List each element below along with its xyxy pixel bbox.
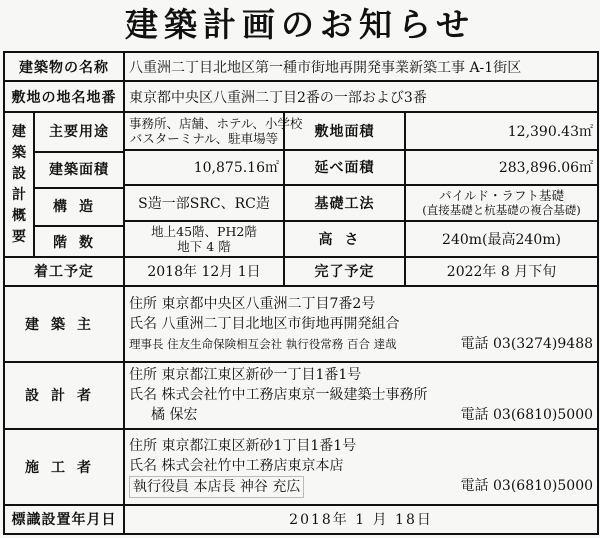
posted-value: 2018年 1 月 18日: [124, 505, 598, 534]
building-area-label: 建築面積: [35, 153, 123, 189]
overview-label: 建 築 設 計 概 要: [5, 113, 35, 256]
contractor-address: 住所 東京都江東区新砂1丁目1番1号: [129, 437, 357, 454]
owner-representative: 理事長 住友生命保険相互会社 執行役常務 百合 達哉: [129, 337, 397, 352]
end-label: 完了予定: [284, 257, 405, 286]
contractor-person: 執行役員 本店長 神谷 充広: [129, 476, 304, 498]
site-address-label: 敷地の地名地番: [4, 81, 124, 112]
designer-person: 橘 保宏: [151, 407, 198, 424]
site-address-row: [4, 81, 598, 112]
foundation-value: パイルド・ラフト基礎 (直接基礎と杭基礎の複合基礎): [405, 185, 598, 221]
use-label: 主要用途: [35, 113, 123, 153]
contractor-row: [4, 429, 598, 505]
foundation-label: 基礎工法: [284, 185, 405, 221]
contractor-label: 施工者: [4, 429, 124, 505]
site-area-value: 12,390.43㎡: [405, 112, 598, 150]
owner-info: [124, 286, 598, 362]
owner-address: 住所 東京都中央区八重洲二丁目7番2号: [129, 296, 376, 313]
posted-row: [4, 505, 598, 534]
notice-table: [3, 51, 599, 535]
floor-area-label: 延べ面積: [284, 150, 405, 184]
designer-info: [124, 362, 598, 428]
owner-phone: 電話 03(3274)9488: [460, 336, 594, 353]
use-row: [4, 112, 598, 150]
contractor-info: [124, 429, 598, 505]
building-name-row: [4, 52, 598, 81]
site-address-value: 東京都中央区八重洲二丁目2番の一部および3番: [124, 81, 598, 112]
designer-address: 住所 東京都江東区新砂一丁目1番1号: [129, 367, 362, 384]
floors-value: 地上45階、PH2階 地下 4 階: [124, 221, 284, 257]
start-label: 着工予定: [4, 257, 124, 286]
building-area-value: 10,875.16㎡: [124, 150, 284, 184]
posted-label: 標識設置年月日: [4, 505, 124, 534]
floor-area-value: 283,896.06㎡: [405, 150, 598, 184]
contractor-phone: 電話 03(6810)5000: [460, 477, 594, 494]
building-name-label: 建築物の名称: [4, 52, 124, 81]
designer-phone: 電話 03(6810)5000: [460, 407, 594, 424]
owner-row: [4, 286, 598, 362]
height-value: 240m(最高240m): [405, 221, 598, 257]
contractor-name: 氏名 株式会社竹中工務店東京本店: [129, 457, 344, 474]
designer-name: 氏名 株式会社竹中工務店東京一級建築士事務所: [129, 387, 428, 404]
start-value: 2018年 12月 1日: [124, 257, 284, 286]
building-name-value: 八重洲二丁目北地区第一種市街地再開発事業新築工事 A-1街区: [124, 52, 598, 81]
use-value: 事務所、店舗、ホテル、小学校 バスターミナル、駐車場等: [124, 112, 284, 150]
structure-label: 構造: [35, 189, 123, 227]
owner-label: 建築主: [4, 286, 124, 362]
structure-value: S造一部SRC、RC造: [124, 185, 284, 221]
site-area-label: 敷地面積: [284, 112, 405, 150]
end-value: 2022年 8 月下旬: [405, 257, 598, 286]
designer-label: 設計者: [4, 362, 124, 428]
owner-name: 氏名 八重洲二丁目北地区市街地再開発組合: [129, 316, 400, 333]
schedule-row: [4, 257, 598, 286]
page-title: 建築計画のお知らせ: [124, 5, 475, 44]
designer-row: [4, 362, 598, 428]
floors-label: 階数: [53, 234, 105, 251]
height-label: 高さ: [284, 221, 405, 257]
